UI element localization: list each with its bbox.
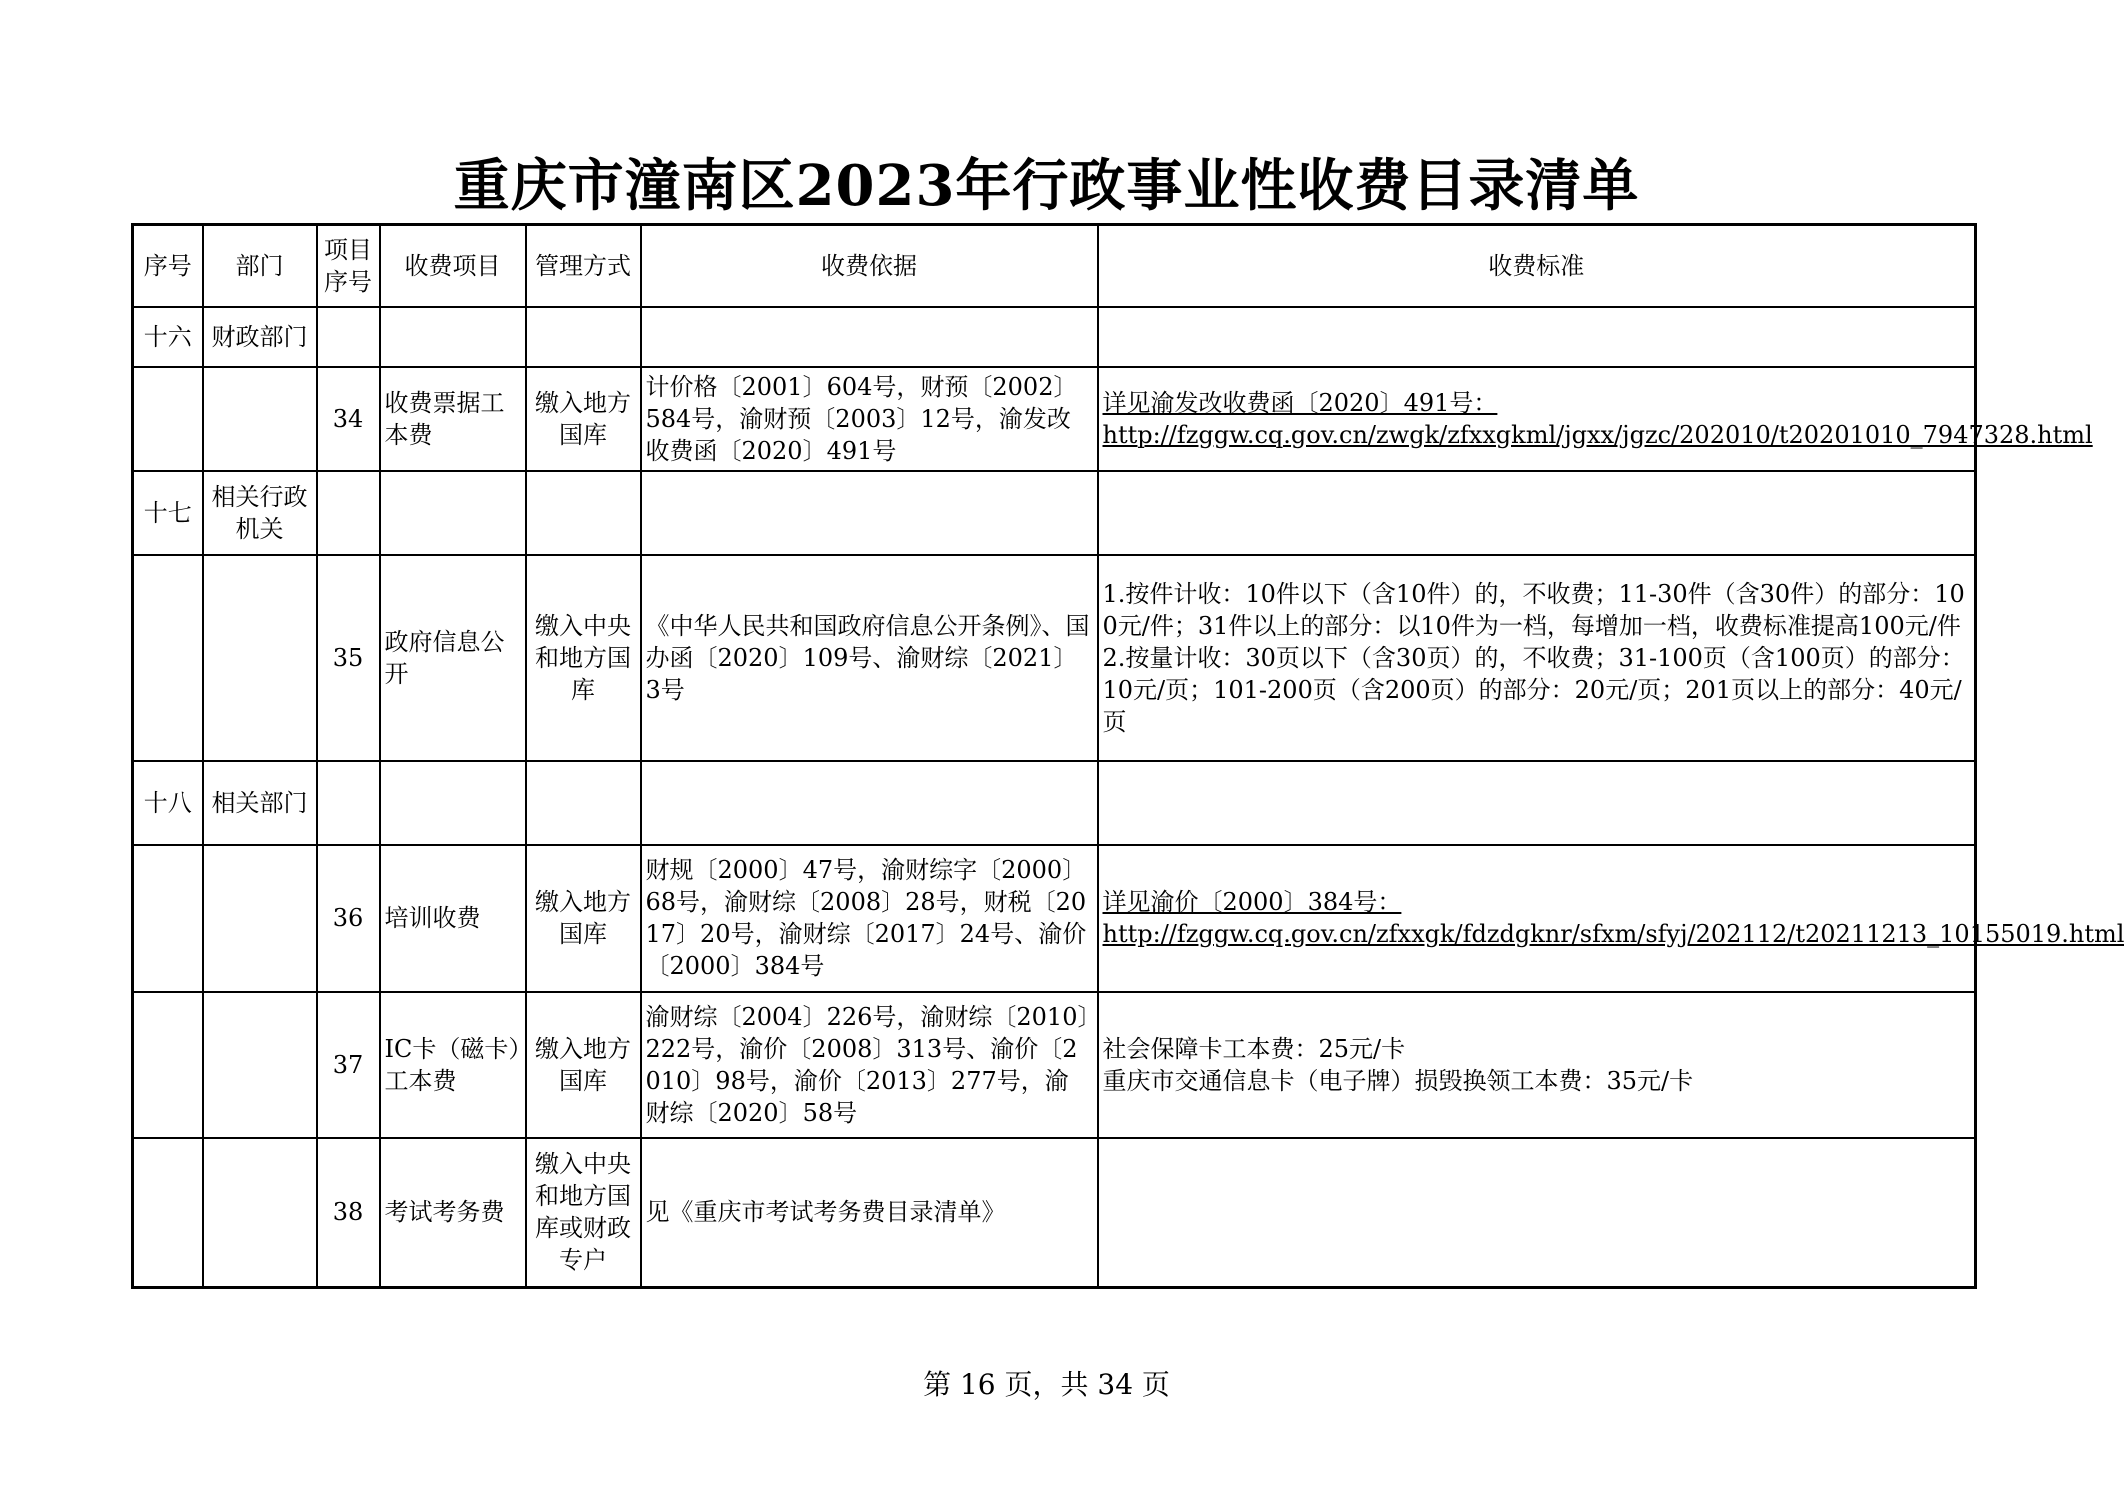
fee-item: 考试考务费 bbox=[380, 1138, 526, 1288]
fee-standard bbox=[1098, 845, 2124, 992]
section-row bbox=[133, 307, 1976, 367]
header-standard: 收费标准 bbox=[1098, 225, 1976, 307]
header-mgmt: 管理方式 bbox=[526, 225, 641, 307]
section-seq: 十七 bbox=[133, 471, 203, 555]
standard-line: 重庆市交通信息卡（电子牌）损毁换领工本费：35元/卡 bbox=[1102, 1066, 1694, 1095]
standard-url-link[interactable]: http://fzggw.cq.gov.cn/zfxxgk/fdzdgknr/sfxm/sfyj/202112/t20211213_10155019.html bbox=[1102, 920, 2124, 948]
fee-item: IC卡（磁卡）工本费 bbox=[380, 992, 526, 1138]
header-item: 收费项目 bbox=[380, 225, 526, 307]
management-method: 缴入地方国库 bbox=[526, 992, 641, 1138]
item-no: 35 bbox=[317, 555, 380, 761]
section-row bbox=[133, 761, 1976, 845]
management-method: 缴入地方国库 bbox=[526, 367, 641, 471]
section-seq: 十八 bbox=[133, 761, 203, 845]
header-dept: 部门 bbox=[203, 225, 317, 307]
management-method: 缴入中央和地方国库 bbox=[526, 555, 641, 761]
table-row bbox=[133, 845, 1976, 992]
section-row bbox=[133, 471, 1976, 555]
fee-standard bbox=[1098, 992, 1976, 1138]
table-row bbox=[133, 367, 1976, 471]
fee-basis: 财规〔2000〕47号，渝财综字〔2000〕68号，渝财综〔2008〕28号，财税〔2017〕20号，渝财综〔2017〕24号、渝价〔2000〕384号 bbox=[641, 845, 1098, 992]
standard-reference[interactable]: 详见渝价〔2000〕384号： bbox=[1102, 888, 1402, 916]
fee-standard bbox=[1098, 367, 2093, 471]
standard-line: 社会保障卡工本费：25元/卡 bbox=[1102, 1034, 1406, 1063]
standard-line: 2.按量计收：30页以下（含30页）的，不收费；31-100页（含100页）的部分：10元/页；101-200页（含200页）的部分：20元/页；201页以上的部分：40元/页 bbox=[1102, 643, 1965, 736]
item-no: 36 bbox=[317, 845, 380, 992]
item-no: 34 bbox=[317, 367, 380, 471]
page-number: 第 16 页，共 34 页 bbox=[923, 1368, 1170, 1401]
standard-reference[interactable]: 详见渝发改收费函〔2020〕491号： bbox=[1102, 388, 1498, 417]
table-row bbox=[133, 1138, 1976, 1288]
management-method: 缴入中央和地方国库或财政专户 bbox=[526, 1138, 641, 1288]
section-dept: 财政部门 bbox=[203, 307, 317, 367]
management-method: 缴入地方国库 bbox=[526, 845, 641, 992]
table-row bbox=[133, 992, 1976, 1138]
header-seq: 序号 bbox=[133, 225, 203, 307]
table-row bbox=[133, 555, 1976, 761]
fee-standard bbox=[1098, 1138, 1976, 1288]
fee-basis: 计价格〔2001〕604号，财预〔2002〕584号，渝财预〔2003〕12号，渝发改收费函〔2020〕491号 bbox=[641, 367, 1098, 471]
header-item-no: 项目序号 bbox=[317, 225, 380, 307]
item-no: 38 bbox=[317, 1138, 380, 1288]
table-header-row bbox=[133, 225, 1976, 307]
standard-line: 1.按件计收：10件以下（含10件）的，不收费；11-30件（含30件）的部分：100元/件；31件以上的部分：以10件为一档，每增加一档，收费标准提高100元/件 bbox=[1102, 579, 1965, 640]
fee-item: 收费票据工本费 bbox=[380, 367, 526, 471]
fee-item: 培训收费 bbox=[380, 845, 526, 992]
standard-url-link[interactable]: http://fzggw.cq.gov.cn/zwgk/zfxxgkml/jgxx/jgzc/202010/t20201010_7947328.html bbox=[1102, 420, 2093, 449]
fee-standard bbox=[1098, 555, 1976, 761]
item-no: 37 bbox=[317, 992, 380, 1138]
section-seq: 十六 bbox=[133, 307, 203, 367]
fee-basis: 《中华人民共和国政府信息公开条例》、国办函〔2020〕109号、渝财综〔2021〕3号 bbox=[641, 555, 1098, 761]
fee-basis: 见《重庆市考试考务费目录清单》 bbox=[641, 1138, 1098, 1288]
header-basis: 收费依据 bbox=[641, 225, 1098, 307]
page-title: 重庆市潼南区2023年行政事业性收费目录清单 bbox=[453, 153, 1640, 219]
fee-basis: 渝财综〔2004〕226号，渝财综〔2010〕222号，渝价〔2008〕313号、渝价〔2010〕98号，渝价〔2013〕277号，渝财综〔2020〕58号 bbox=[641, 992, 1098, 1138]
section-dept: 相关部门 bbox=[203, 761, 317, 845]
section-dept: 相关行政机关 bbox=[203, 471, 317, 555]
fee-catalog-table bbox=[131, 223, 2124, 1289]
fee-item: 政府信息公开 bbox=[380, 555, 526, 761]
